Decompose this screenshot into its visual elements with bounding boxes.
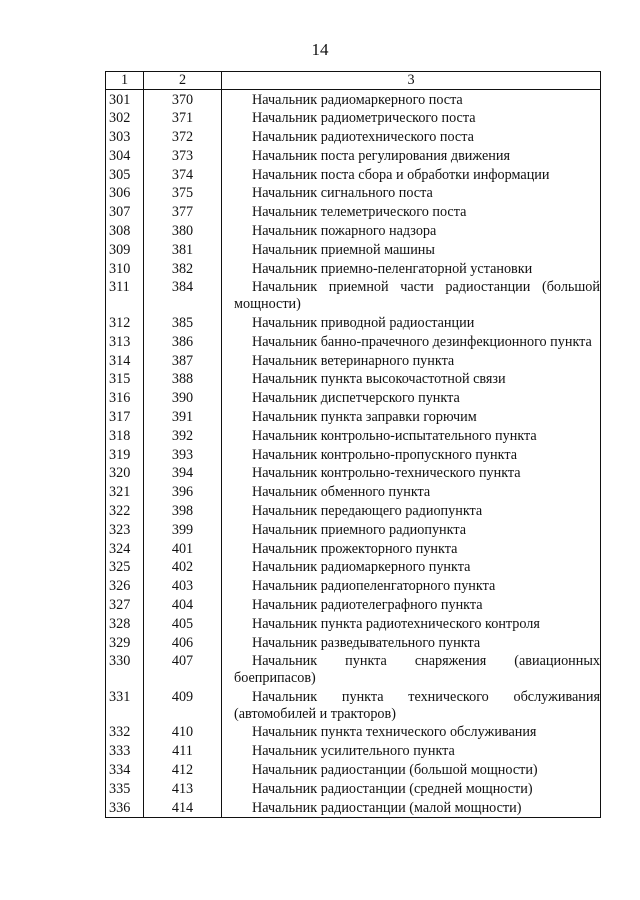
position-name: Начальник пункта заправки горючим [252,408,477,425]
position-name: Начальник радиомаркерного пункта [252,559,471,576]
page-number: 14 [311,40,329,59]
row-number: 316 [106,389,144,408]
row-number: 314 [106,351,144,370]
position-code: 410 [144,723,222,742]
table-row [106,146,601,165]
position-name: Начальник пункта снаряжения (авиационных боеприпасов) [234,653,600,687]
position-name-cell [222,798,601,817]
position-name-cell [222,595,601,614]
position-code: 381 [144,240,222,259]
table-row [106,742,601,761]
position-code: 387 [144,351,222,370]
row-number: 321 [106,483,144,502]
position-code: 382 [144,259,222,278]
position-code: 414 [144,798,222,817]
position-code: 394 [144,464,222,483]
position-name: Начальник приемного радиопункта [252,521,467,538]
table-row [106,426,601,445]
table-row [106,222,601,241]
position-name: Начальник пункта высокочастотной связи [252,371,506,388]
position-name-cell [222,90,601,109]
position-name-cell [222,614,601,633]
position-code: 384 [144,278,222,314]
position-name: Начальник радиотехнического поста [252,129,474,146]
position-name-cell [222,539,601,558]
position-code: 385 [144,313,222,332]
position-name-cell [222,351,601,370]
position-name: Начальник приводной радиостанции [252,314,475,331]
position-name-cell [222,779,601,798]
table-row [106,483,601,502]
position-name: Начальник пункта технического обслуживания (автомобилей и тракторов) [234,688,600,722]
position-code: 371 [144,109,222,128]
row-number: 315 [106,370,144,389]
position-name-cell [222,501,601,520]
row-number: 332 [106,723,144,742]
row-number: 328 [106,614,144,633]
table-row [106,203,601,222]
row-number: 304 [106,146,144,165]
position-code: 380 [144,222,222,241]
position-name: Начальник передающего радиопункта [252,502,483,519]
table-row [106,687,601,723]
position-name: Начальник ветеринарного пункта [252,352,455,369]
position-name: Начальник радиомаркерного поста [252,91,463,108]
row-number: 324 [106,539,144,558]
header-col-2: 2 [144,72,222,90]
position-name: Начальник приемной части радиостанции (большой мощности) [234,279,600,313]
position-code: 370 [144,90,222,109]
row-number: 326 [106,577,144,596]
position-code: 403 [144,577,222,596]
table-row [106,240,601,259]
table-row [106,389,601,408]
table-row [106,779,601,798]
row-number: 305 [106,165,144,184]
position-name-cell [222,520,601,539]
position-name-cell [222,165,601,184]
position-name-cell [222,203,601,222]
position-name-cell [222,184,601,203]
position-name-cell [222,128,601,147]
position-name: Начальник разведывательного пункта [252,634,481,651]
row-number: 323 [106,520,144,539]
position-code: 372 [144,128,222,147]
position-name: Начальник пункта технического обслуживания [252,724,537,741]
table-row [106,723,601,742]
table-row [106,90,601,109]
table-row [106,652,601,688]
position-name-cell [222,259,601,278]
position-code: 388 [144,370,222,389]
position-code: 405 [144,614,222,633]
row-number: 307 [106,203,144,222]
position-name-cell [222,633,601,652]
table-row [106,633,601,652]
position-name: Начальник сигнального поста [252,185,433,202]
position-code: 413 [144,779,222,798]
position-name: Начальник радиостанции (малой мощности) [252,799,522,816]
row-number: 302 [106,109,144,128]
position-name-cell [222,577,601,596]
position-name-cell [222,760,601,779]
position-name: Начальник пункта радиотехнического контроля [252,615,540,632]
row-number: 330 [106,652,144,688]
row-number: 306 [106,184,144,203]
position-name-cell [222,742,601,761]
position-name: Начальник банно-прачечного дезинфекционного пункта [252,333,592,350]
position-name-cell [222,222,601,241]
position-name-cell [222,687,601,723]
table-row [106,558,601,577]
position-name-cell [222,370,601,389]
table-row [106,539,601,558]
position-name: Начальник контрольно-испытательного пункта [252,427,537,444]
header-col-1: 1 [106,72,144,90]
position-name: Начальник приемно-пеленгаторной установки [252,260,533,277]
table-row [106,259,601,278]
table-row [106,798,601,817]
position-name-cell [222,483,601,502]
position-name-cell [222,240,601,259]
position-code: 399 [144,520,222,539]
table-row [106,370,601,389]
table-header-row [106,72,601,90]
position-name-cell [222,464,601,483]
position-name-cell [222,109,601,128]
position-name: Начальник радиопеленгаторного пункта [252,578,496,595]
position-name-cell [222,407,601,426]
position-code: 386 [144,332,222,351]
table-body [106,72,601,818]
position-name: Начальник контрольно-пропускного пункта [252,446,518,463]
row-number: 303 [106,128,144,147]
table-row [106,595,601,614]
row-number: 334 [106,760,144,779]
row-number: 310 [106,259,144,278]
position-code: 406 [144,633,222,652]
table-row [106,165,601,184]
position-name: Начальник прожекторного пункта [252,540,458,557]
table-row [106,445,601,464]
row-number: 335 [106,779,144,798]
table-row [106,313,601,332]
position-code: 407 [144,652,222,688]
position-name-cell [222,558,601,577]
row-number: 329 [106,633,144,652]
position-code: 374 [144,165,222,184]
position-name: Начальник обменного пункта [252,484,431,501]
table-row [106,109,601,128]
position-name-cell [222,426,601,445]
table-row [106,520,601,539]
position-name-cell [222,146,601,165]
position-code: 398 [144,501,222,520]
position-name-cell [222,652,601,688]
table-row [106,351,601,370]
row-number: 325 [106,558,144,577]
row-number: 318 [106,426,144,445]
position-code: 373 [144,146,222,165]
position-code: 401 [144,539,222,558]
position-name: Начальник радиотелеграфного пункта [252,596,483,613]
position-name: Начальник радиостанции (большой мощности) [252,761,538,778]
position-code: 396 [144,483,222,502]
table-row [106,501,601,520]
row-number: 309 [106,240,144,259]
table-row [106,278,601,314]
position-code: 409 [144,687,222,723]
table-row [106,464,601,483]
table-row [106,614,601,633]
row-number: 327 [106,595,144,614]
position-code: 402 [144,558,222,577]
table-row [106,184,601,203]
position-name: Начальник контрольно-технического пункта [252,465,521,482]
table-row [106,332,601,351]
position-code: 377 [144,203,222,222]
position-code: 375 [144,184,222,203]
position-name: Начальник усилительного пункта [252,743,455,760]
positions-table [105,71,601,818]
position-code: 391 [144,407,222,426]
row-number: 320 [106,464,144,483]
row-number: 301 [106,90,144,109]
position-name-cell [222,313,601,332]
row-number: 312 [106,313,144,332]
position-code: 404 [144,595,222,614]
position-code: 412 [144,760,222,779]
position-name: Начальник радиостанции (средней мощности) [252,780,533,797]
table-row [106,760,601,779]
row-number: 322 [106,501,144,520]
position-name: Начальник поста регулирования движения [252,147,510,164]
position-name-cell [222,723,601,742]
position-code: 393 [144,445,222,464]
position-name-cell [222,332,601,351]
position-code: 411 [144,742,222,761]
position-name: Начальник радиометрического поста [252,110,476,127]
row-number: 336 [106,798,144,817]
position-name-cell [222,278,601,314]
position-code: 392 [144,426,222,445]
row-number: 311 [106,278,144,314]
table-row [106,407,601,426]
header-col-3: 3 [222,72,601,90]
position-name-cell [222,389,601,408]
position-name: Начальник телеметрического поста [252,204,467,221]
row-number: 308 [106,222,144,241]
row-number: 317 [106,407,144,426]
position-name: Начальник пожарного надзора [252,223,437,240]
row-number: 333 [106,742,144,761]
position-name: Начальник поста сбора и обработки информации [252,166,550,183]
position-name: Начальник диспетчерского пункта [252,390,460,407]
position-code: 390 [144,389,222,408]
table-row [106,577,601,596]
row-number: 319 [106,445,144,464]
table-row [106,128,601,147]
row-number: 313 [106,332,144,351]
position-name: Начальник приемной машины [252,241,435,258]
position-name-cell [222,445,601,464]
row-number: 331 [106,687,144,723]
